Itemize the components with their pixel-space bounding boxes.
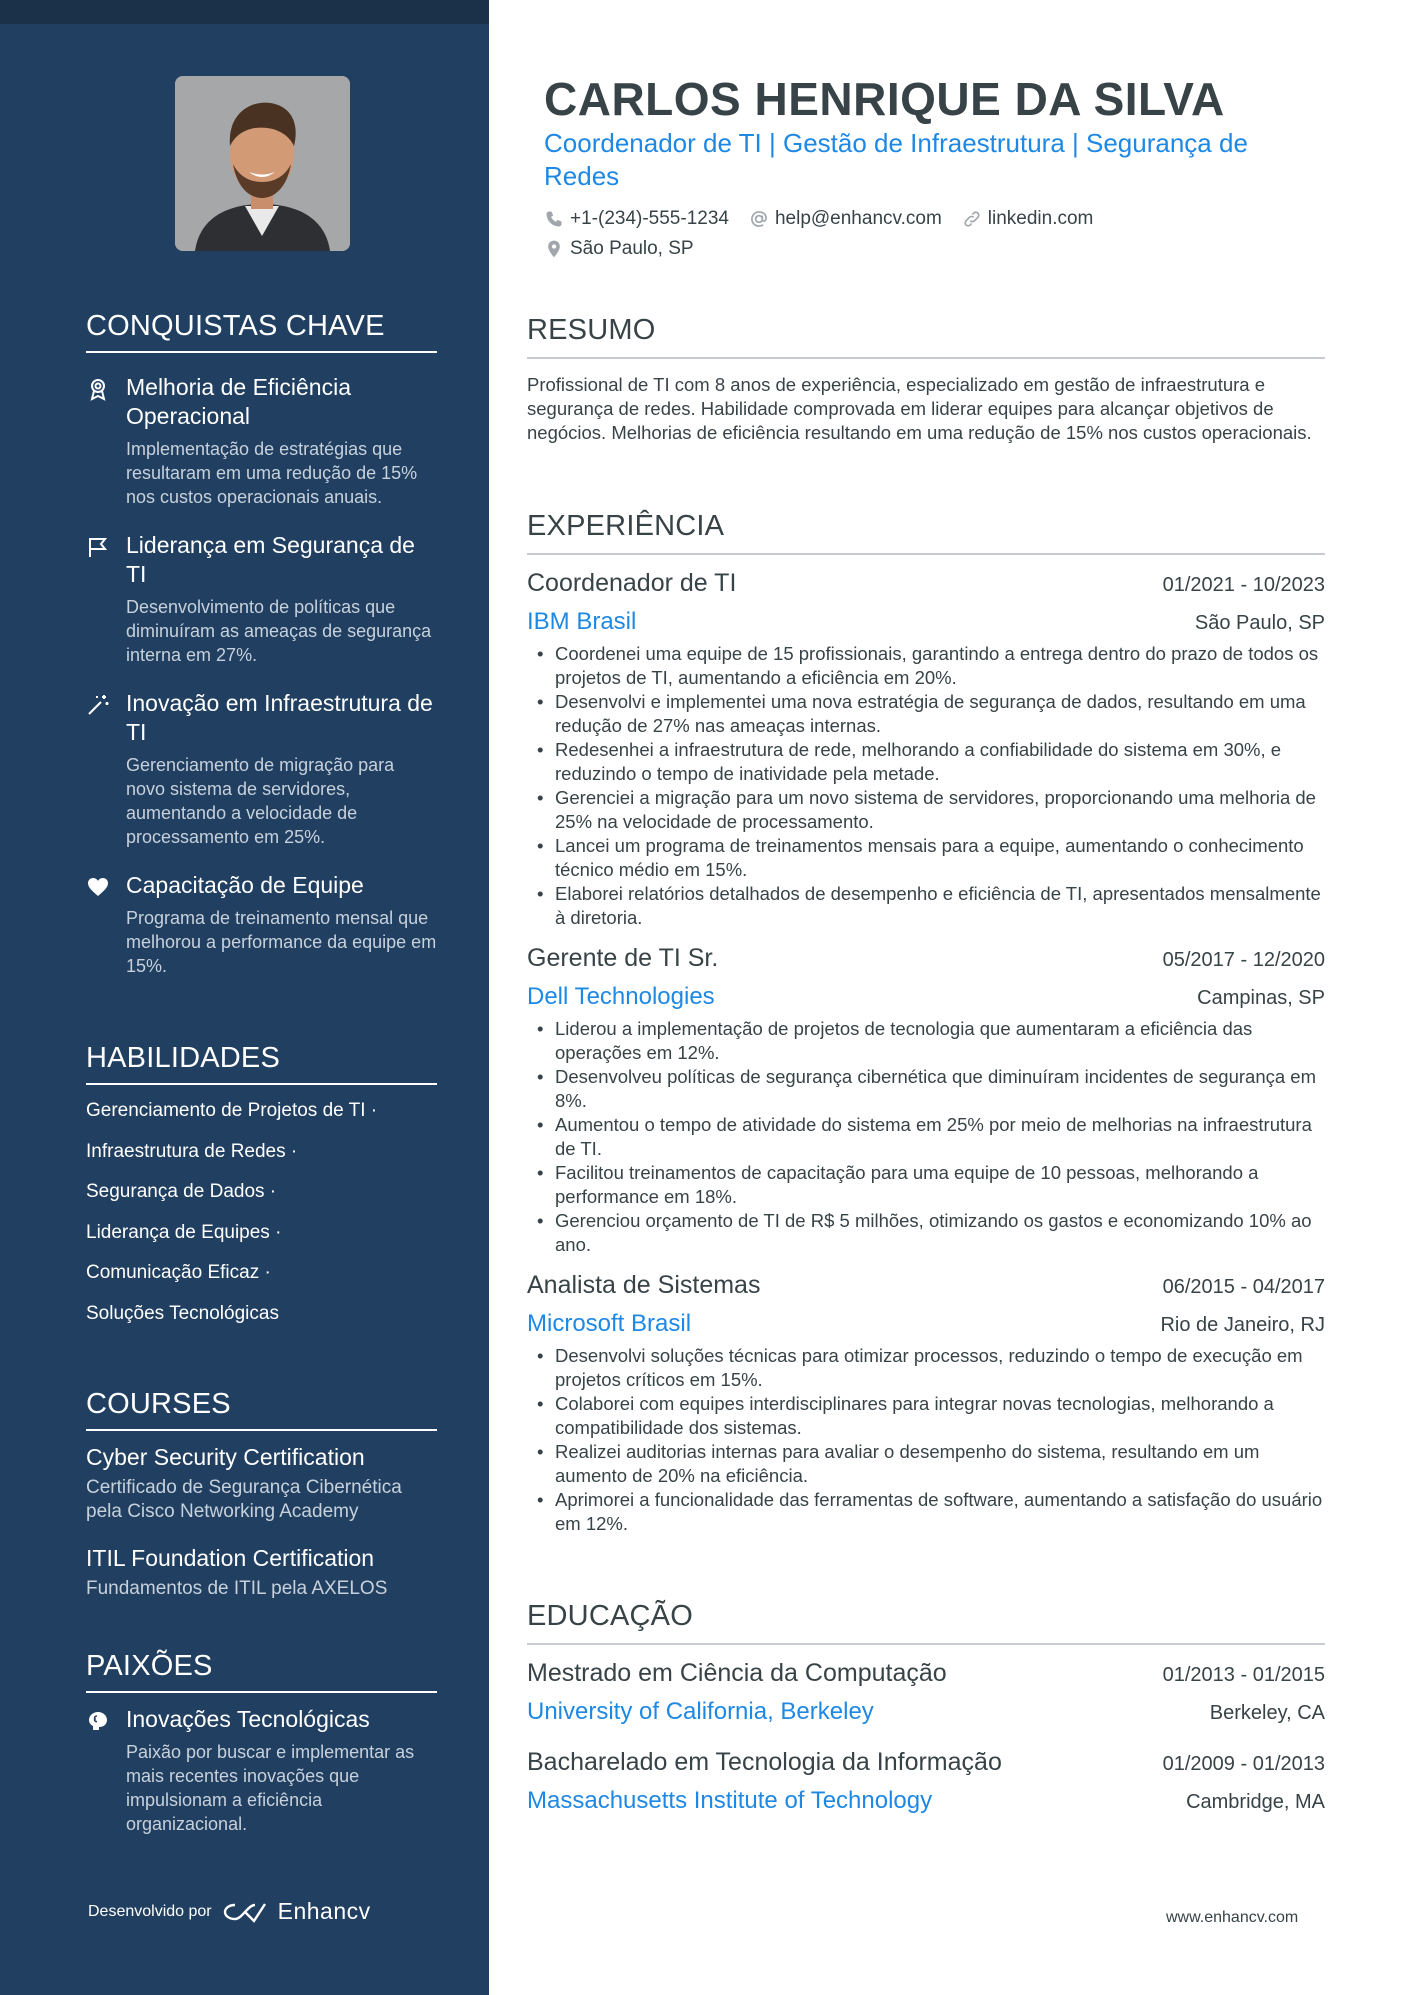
courses-title: COURSES [86, 1388, 437, 1431]
achievement-desc: Programa de treinamento mensal que melhorou a performance da equipe em 15%. [126, 908, 437, 976]
achievement-desc: Desenvolvimento de políticas que diminuíram as ameaças de segurança interna em 27%. [126, 597, 432, 665]
heart-icon [86, 875, 110, 899]
education-entry [527, 1748, 1325, 1815]
summary-text: Profissional de TI com 8 anos de experiência, especializado em gestão de infraestrutura e segurança de redes. Habilidade comprovada em liderar equipes para alcançar objetivos de negócios. Melhorias de eficiência resultando em uma redução de 15% nos custos operacionais. [527, 374, 1312, 443]
flag-icon [86, 535, 110, 559]
job-bullets [527, 1344, 1325, 1536]
sidebar-top-bar [0, 0, 489, 24]
job-date: 05/2017 - 12/2020 [1162, 949, 1325, 971]
passion-item [86, 1705, 437, 1836]
job-bullet: • Aumentou o tempo de atividade do sistema em 25% por meio de melhorias na infraestrutura de TI. [527, 1113, 1325, 1161]
job-bullet: • Liderou a implementação de projetos de tecnologia que aumentaram a eficiência das operações em 12%. [527, 1017, 1325, 1065]
profile-photo [175, 76, 350, 251]
skill-item: Comunicação Eficaz · [86, 1262, 271, 1283]
powered-by-label: Desenvolvido por [88, 1902, 212, 1920]
education-entry [527, 1659, 1325, 1726]
job-location: São Paulo, SP [1194, 612, 1325, 634]
job-bullet: • Desenvolveu políticas de segurança cibernética que diminuíram incidentes de segurança em 8%. [527, 1065, 1325, 1113]
job-entry [527, 944, 1325, 1257]
skill-item: Segurança de Dados · [86, 1181, 277, 1202]
passions-section [86, 1650, 437, 1836]
job-role: Gerente de TI Sr. [527, 944, 719, 972]
location-text: São Paulo, SP [570, 238, 694, 259]
job-bullet: • Realizei auditorias internas para avaliar o desempenho do sistema, resultando em um aumento de 20% na eficiência. [527, 1440, 1325, 1488]
course-item [86, 1544, 437, 1601]
job-role: Analista de Sistemas [527, 1271, 761, 1299]
achievement-item [86, 531, 437, 667]
job-date: 01/2021 - 10/2023 [1162, 574, 1325, 596]
contact-location [544, 238, 694, 260]
award-icon [86, 377, 110, 401]
job-company: Microsoft Brasil [527, 1310, 692, 1337]
experience-section [527, 510, 1325, 1536]
skill-item: Liderança de Equipes · [86, 1221, 282, 1243]
job-bullet: • Aprimorei a funcionalidade das ferramentas de software, aumentando a satisfação do usuário em 12%. [527, 1488, 1325, 1536]
course-desc: Fundamentos de ITIL pela AXELOS [86, 1578, 388, 1599]
job-location: Rio de Janeiro, RJ [1160, 1314, 1325, 1336]
degree: Mestrado em Ciência da Computação [527, 1659, 947, 1687]
link-icon [962, 209, 982, 229]
education-date: 01/2013 - 01/2015 [1162, 1664, 1325, 1686]
skill-item: Soluções Tecnológicas [86, 1302, 279, 1324]
job-bullets [527, 1017, 1325, 1257]
achievement-title: Melhoria de Eficiência Operacional [126, 374, 352, 429]
school: University of California, Berkeley [527, 1698, 874, 1725]
job-date: 06/2015 - 04/2017 [1162, 1276, 1325, 1298]
summary-title: RESUMO [527, 314, 1325, 359]
job-bullets [527, 642, 1325, 930]
education-section [527, 1600, 1325, 1815]
job-bullet: • Facilitou treinamentos de capacitação para uma equipe de 10 pessoas, melhorando a performance em 18%. [527, 1161, 1325, 1209]
job-bullet: • Gerenciou orçamento de TI de R$ 5 milhões, otimizando os gastos e economizando 10% ao ano. [527, 1209, 1325, 1257]
course-title: Cyber Security Certification [86, 1444, 365, 1470]
school: Massachusetts Institute of Technology [527, 1787, 933, 1814]
job-bullet: • Desenvolvi e implementei uma nova estratégia de segurança de dados, resultando em uma redução de 27% nas ameaças internas. [527, 690, 1325, 738]
achievement-title: Liderança em Segurança de TI [126, 532, 415, 587]
brain-icon [86, 1709, 110, 1733]
candidate-subtitle: Coordenador de TI | Gestão de Infraestrutura | Segurança de Redes [544, 128, 1248, 191]
contact-info [544, 208, 1304, 268]
job-location: Campinas, SP [1197, 987, 1325, 1009]
job-entry [527, 569, 1325, 930]
contact-phone [544, 208, 729, 230]
location-pin-icon [544, 239, 564, 259]
achievement-desc: Implementação de estratégias que resultaram em uma redução de 15% nos custos operacionais anuais. [126, 439, 418, 507]
achievement-item [86, 373, 437, 509]
experience-title: EXPERIÊNCIA [527, 510, 1325, 555]
achievement-title: Capacitação de Equipe [126, 872, 364, 898]
skill-item: Infraestrutura de Redes · [86, 1140, 298, 1162]
courses-section [86, 1388, 437, 1601]
linkedin-text: linkedin.com [987, 208, 1094, 229]
achievement-desc: Gerenciamento de migração para novo sistema de servidores, aumentando a velocidade de processamento em 25%. [126, 755, 395, 847]
contact-linkedin[interactable] [962, 208, 1094, 230]
enhancv-brand: Enhancv [277, 1898, 371, 1924]
at-icon [749, 209, 769, 229]
enhancv-logo-icon [222, 1900, 268, 1924]
candidate-name: CARLOS HENRIQUE DA SILVA [544, 73, 1225, 125]
school-location: Berkeley, CA [1209, 1702, 1325, 1724]
job-bullet: • Desenvolvi soluções técnicas para otimizar processos, reduzindo o tempo de execução em projetos críticos em 15%. [527, 1344, 1325, 1392]
passion-desc: Paixão por buscar e implementar as mais recentes inovações que impulsionam a eficiência organizacional. [126, 1742, 415, 1834]
achievement-item [86, 689, 437, 849]
achievements-title: CONQUISTAS CHAVE [86, 310, 437, 353]
website-link[interactable]: www.enhancv.com [1166, 1909, 1299, 1926]
achievement-title: Inovação em Infraestrutura de TI [126, 690, 433, 745]
summary-section [527, 314, 1325, 445]
passion-title: Inovações Tecnológicas [126, 1706, 370, 1732]
phone-text: +1-(234)-555-1234 [570, 208, 729, 229]
job-bullet: • Colaborei com equipes interdisciplinares para integrar novas tecnologias, melhorando a compatibilidade dos sistemas. [527, 1392, 1325, 1440]
job-bullet: • Lancei um programa de treinamentos mensais para a equipe, aumentando o conhecimento técnico médio em 15%. [527, 834, 1325, 882]
skills-section [86, 1042, 437, 1334]
course-desc: Certificado de Segurança Cibernética pela Cisco Networking Academy [86, 1477, 402, 1522]
sidebar [0, 0, 489, 1995]
passions-title: PAIXÕES [86, 1650, 437, 1693]
job-role: Coordenador de TI [527, 569, 737, 597]
education-title: EDUCAÇÃO [527, 1600, 1325, 1645]
job-company: Dell Technologies [527, 983, 715, 1010]
email-text: help@enhancv.com [774, 208, 942, 229]
skill-item: Gerenciamento de Projetos de TI · [86, 1100, 378, 1121]
job-bullet: • Elaborei relatórios detalhados de desempenho e eficiência de TI, apresentados mensalmente à diretoria. [527, 882, 1325, 930]
magic-wand-icon [86, 693, 110, 717]
job-company: IBM Brasil [527, 608, 637, 635]
achievement-item [86, 871, 437, 978]
course-title: ITIL Foundation Certification [86, 1545, 375, 1571]
school-location: Cambridge, MA [1186, 1791, 1325, 1813]
course-item [86, 1443, 437, 1524]
powered-by [88, 1898, 371, 1925]
contact-email[interactable] [749, 208, 942, 230]
job-bullet: • Gerenciei a migração para um novo sistema de servidores, proporcionando uma melhoria de 25% na velocidade de processamento. [527, 786, 1325, 834]
job-bullet: • Redesenhei a infraestrutura de rede, melhorando a confiabilidade do sistema em 30%, e reduzindo o tempo de inatividade pela metade. [527, 738, 1325, 786]
degree: Bacharelado em Tecnologia da Informação [527, 1748, 1002, 1776]
skills-title: HABILIDADES [86, 1042, 437, 1085]
job-entry [527, 1271, 1325, 1536]
job-bullet: • Coordenei uma equipe de 15 profissionais, garantindo a entrega dentro do prazo de todos os projetos de TI, aumentando a eficiência em 20%. [527, 642, 1325, 690]
phone-icon [544, 209, 564, 229]
education-date: 01/2009 - 01/2013 [1162, 1753, 1325, 1775]
achievements-section [86, 310, 437, 978]
